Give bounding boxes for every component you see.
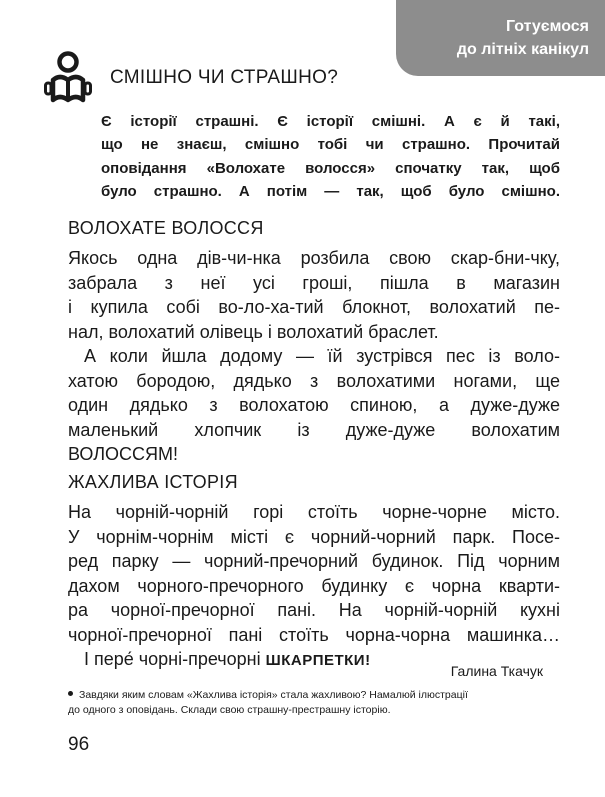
story-line: хатою бородою, дядько з волохатими ногами, ще <box>68 370 560 391</box>
reading-person-icon <box>44 50 92 104</box>
story-line: і купила собі во-ло-ха-тий блокнот, волохатий пе- <box>68 297 560 317</box>
intro-line: що не знаєш, смішно тобі чи страшно. Прочитай <box>101 136 560 154</box>
story-2-title: ЖАХЛИВА ІСТОРІЯ <box>68 472 238 492</box>
task-line-2: до одного з оповідань. Склади свою страшну-престрашну історію. <box>68 704 391 716</box>
story-line: один дядько з волохатою спиною, а дуже-дуже <box>68 395 560 415</box>
story-line: Якось одна дів-чи-нка розбила свою скар-бни-чку, <box>68 248 560 268</box>
story-line: ред парку — чорний-пречорний будинок. Під чорним <box>68 551 560 571</box>
story-line: чорної-пречорної пані стоїть чорна-чорна машинка… <box>68 624 560 645</box>
task-text-1: Завдяки яким словам «Жахлива історія» стала жахливою? Намалюй ілюстрації <box>79 689 468 701</box>
page-number: 96 <box>68 734 90 755</box>
chapter-tab-line-1: Готуємося <box>505 18 589 35</box>
task-block <box>68 688 548 718</box>
story-line: ра чорної-пречорної пані. На чорній-чорній кухні <box>68 600 560 620</box>
story-line: На чорній-чорній горі стоїть чорне-чорне місто. <box>68 502 560 522</box>
chapter-tab-line-2: до літніх канікул <box>456 41 589 58</box>
intro-line: Є історії страшні. Є історії смішні. А є й такі, <box>101 113 560 130</box>
intro-line: оповідання «Волохате волосся» спочатку так, щоб <box>101 159 560 177</box>
story-line: маленький хлопчик із дуже-дуже волохатим <box>68 419 560 440</box>
story-line: нал, волохатий олівець і волохатий браслет. <box>68 321 439 342</box>
task-line-1 <box>68 688 548 703</box>
bullet-icon <box>68 691 73 696</box>
section-title: СМІШНО ЧИ СТРАШНО? <box>110 67 339 88</box>
chapter-tab <box>396 0 605 76</box>
story-1-text <box>68 246 560 467</box>
story-final-prefix: І пере́ чорні-пречорні <box>84 649 261 669</box>
story-line: ВОЛОССЯМ! <box>68 444 179 464</box>
story-line: А коли йшла додому — їй зустрівся пес із воло- <box>84 346 560 366</box>
story-final-word: ШКАРПЕТКИ! <box>265 652 371 669</box>
intro-line: було страшно. А потім — так, щоб було смішно. <box>101 182 560 200</box>
intro-paragraph <box>101 110 560 203</box>
story-1-title: ВОЛОХАТЕ ВОЛОССЯ <box>68 218 264 238</box>
story-line: забрала з неї усі гроші, пішла в магазин <box>68 272 560 293</box>
story-line: дахом чорного-пречорного будинку є чорна кварти- <box>68 575 560 596</box>
story-line: У чорнім-чорнім місті є чорний-чорний парк. Посе- <box>68 526 560 547</box>
author-name: Галина Ткачук <box>450 663 543 679</box>
story-2-text <box>68 500 560 674</box>
